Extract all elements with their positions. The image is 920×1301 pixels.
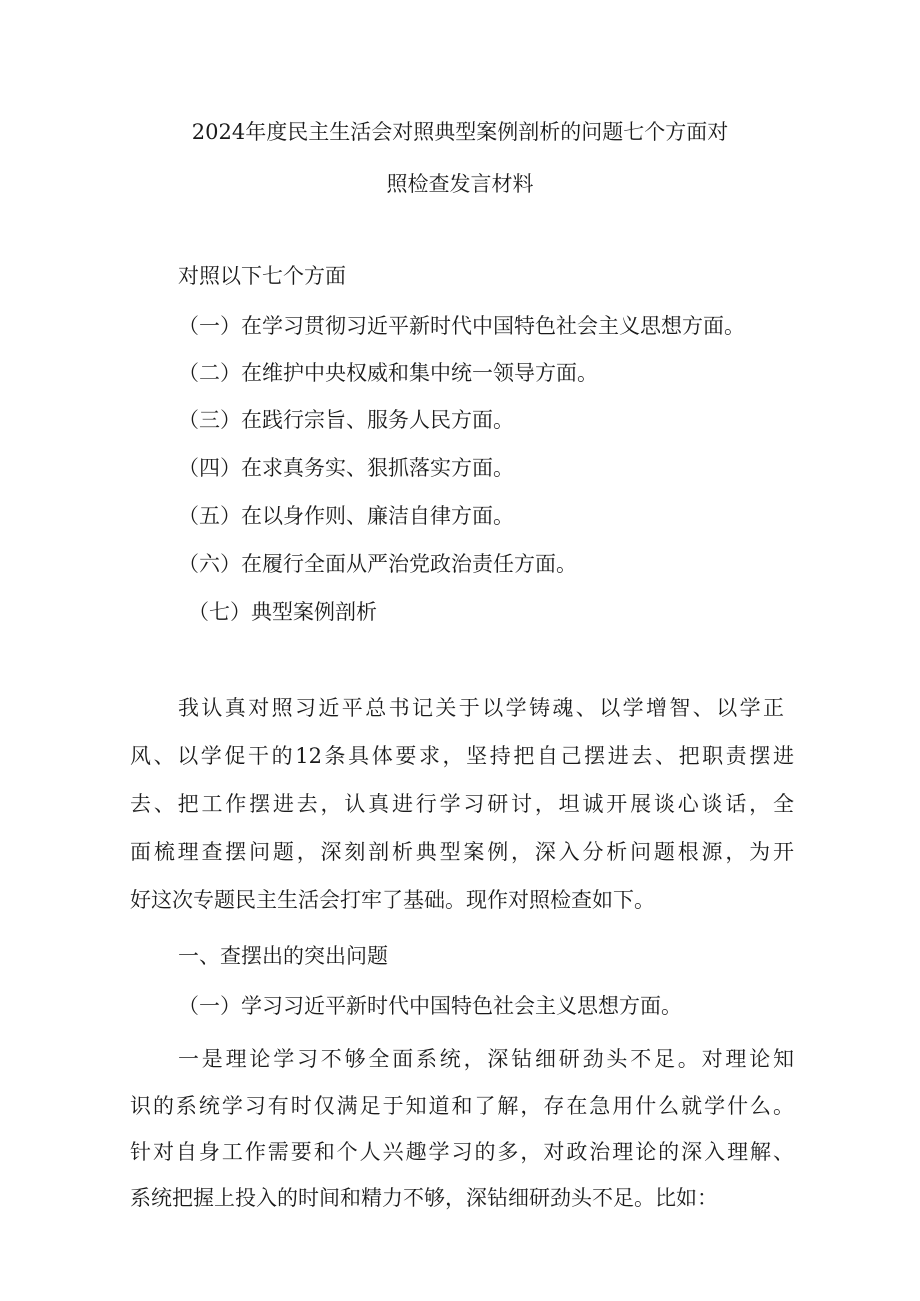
paragraph1-line-5: 好这次专题民主生活会打牢了基础。现作对照检查如下。 <box>130 888 655 912</box>
paragraph1-line-2: 风、以学促干的12条具体要求，坚持把自己摆进去、把职责摆进 <box>130 744 794 768</box>
paragraph2-line-3: 针对自身工作需要和个人兴趣学习的多，对政治理论的深入理解、 <box>130 1140 794 1164</box>
aspect-item-3: （三）在践行宗旨、服务人民方面。 <box>178 408 514 432</box>
document-title-line-2: 照检查发言材料 <box>386 172 534 196</box>
aspect-item-1: （一）在学习贯彻习近平新时代中国特色社会主义思想方面。 <box>178 314 745 338</box>
paragraph2-line-4: 系统把握上投入的时间和精力不够，深钻细研劲头不足。比如： <box>130 1186 718 1210</box>
paragraph1-line-1: 我认真对照习近平总书记关于以学铸魂、以学增智、以学正 <box>178 696 784 720</box>
paragraph2-line-2: 识的系统学习有时仅满足于知道和了解，存在急用什么就学什么。 <box>130 1094 794 1118</box>
paragraph1-line-3: 去、把工作摆进去，认真进行学习研讨，坦诚开展谈心谈话，全 <box>130 792 794 816</box>
intro-heading: 对照以下七个方面 <box>178 264 346 288</box>
aspect-item-6: （六）在履行全面从严治党政治责任方面。 <box>178 552 577 576</box>
section1-heading: 一、查摆出的突出问题 <box>178 944 388 968</box>
aspect-item-5: （五）在以身作则、廉洁自律方面。 <box>178 504 514 528</box>
document-title-line-1: 2024年度民主生活会对照典型案例剖析的问题七个方面对 <box>191 120 729 144</box>
paragraph2-line-1: 一是理论学习不够全面系统，深钻细研劲头不足。对理论知 <box>178 1047 794 1071</box>
aspect-item-4: （四）在求真务实、狠抓落实方面。 <box>178 456 514 480</box>
subsection1-heading: （一）学习习近平新时代中国特色社会主义思想方面。 <box>178 994 682 1018</box>
paragraph1-line-4: 面梳理查摆问题，深刻剖析典型案例，深入分析问题根源，为开 <box>130 840 794 864</box>
aspect-item-2: （二）在维护中央权威和集中统一领导方面。 <box>178 361 598 385</box>
aspect-item-7: （七）典型案例剖析 <box>188 600 377 624</box>
